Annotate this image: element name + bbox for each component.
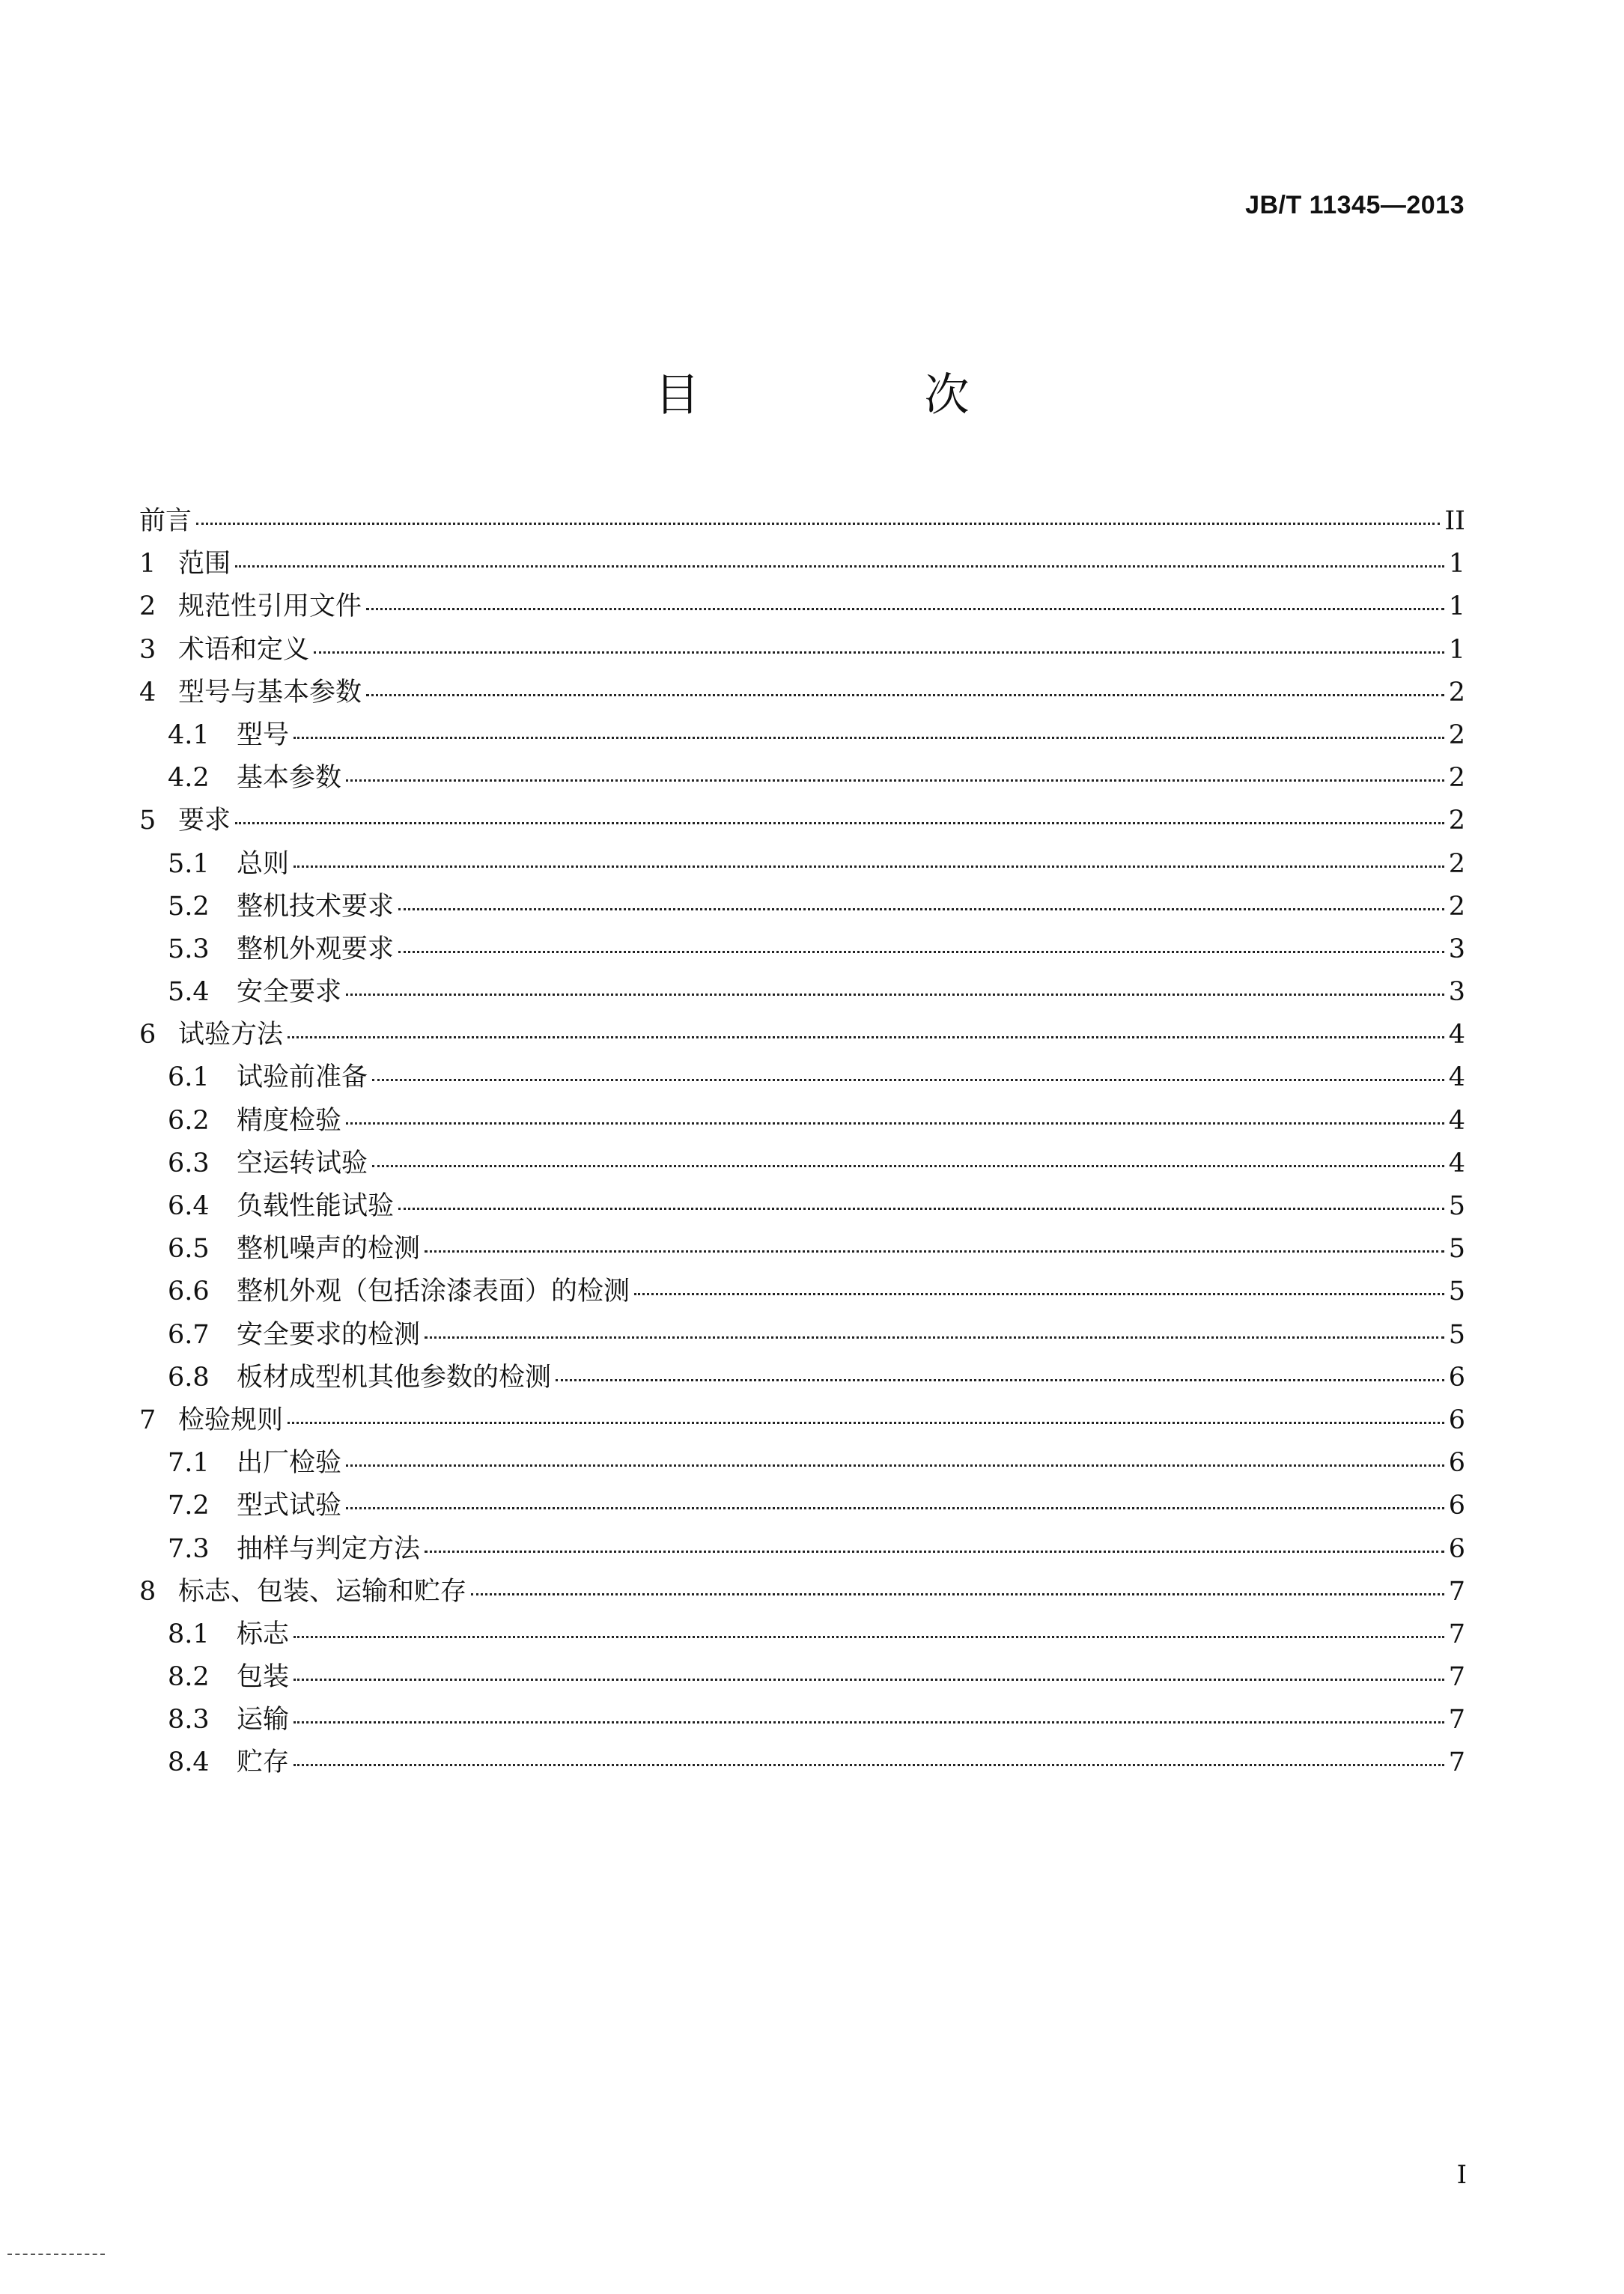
toc-entry[interactable] — [139, 971, 1465, 1014]
toc-entry-number: 5.2 — [168, 891, 210, 922]
toc-entry[interactable] — [139, 1014, 1465, 1056]
toc-entry-page: 5 — [1448, 1191, 1465, 1221]
toc-entry[interactable] — [139, 843, 1465, 886]
toc-entry-page: 7 — [1448, 1619, 1465, 1649]
toc-dot-leader — [294, 1636, 1444, 1638]
toc-entry-number: 5 — [139, 806, 156, 836]
toc-entry-page: 1 — [1448, 549, 1465, 579]
toc-entry[interactable] — [139, 1442, 1465, 1485]
page-number: I — [1456, 2160, 1467, 2190]
toc-entry[interactable] — [139, 1741, 1465, 1784]
toc-dot-leader — [346, 1507, 1444, 1509]
toc-dot-leader — [294, 1764, 1444, 1766]
toc-entry-page: 5 — [1448, 1319, 1465, 1350]
toc-entry-label: 术语和定义 — [178, 634, 310, 665]
toc-entry-number: 3 — [139, 634, 156, 665]
toc-dot-leader — [372, 1165, 1444, 1167]
toc-entry[interactable] — [139, 1399, 1465, 1442]
toc-entry[interactable] — [139, 1613, 1465, 1656]
toc-entry-label: 精度检验 — [237, 1105, 342, 1136]
toc-entry-label: 空运转试验 — [237, 1148, 368, 1178]
toc-entry-number: 6.4 — [168, 1191, 210, 1221]
toc-entry-number: 5.1 — [168, 848, 210, 879]
toc-entry-page: 3 — [1448, 934, 1465, 964]
toc-entry-number: 7.2 — [168, 1491, 210, 1521]
toc-entry-label: 试验前准备 — [237, 1062, 368, 1093]
toc-entry-page: 1 — [1448, 591, 1465, 622]
toc-entry[interactable] — [139, 1357, 1465, 1399]
toc-entry-number: 5.4 — [168, 977, 210, 1008]
toc-entry-label: 整机噪声的检测 — [237, 1234, 421, 1265]
toc-entry-page: 2 — [1448, 891, 1465, 922]
toc-entry-page: 3 — [1448, 977, 1465, 1008]
toc-entry-label: 整机技术要求 — [237, 891, 395, 922]
toc-entry-label: 整机外观要求 — [237, 934, 395, 964]
standard-code: JB/T 11345—2013 — [1245, 191, 1465, 219]
toc-entry-label: 运输 — [237, 1705, 290, 1735]
toc-entry-number: 6.8 — [168, 1362, 210, 1393]
toc-entry-number: 8.3 — [168, 1705, 210, 1735]
toc-entry-label: 型号与基本参数 — [178, 677, 362, 708]
toc-entry-label: 抽样与判定方法 — [237, 1533, 421, 1564]
toc-entry-page: 2 — [1448, 763, 1465, 794]
toc-dot-leader — [288, 1422, 1444, 1424]
toc-dot-leader — [314, 651, 1444, 654]
toc-entry-number: 8.2 — [168, 1662, 210, 1693]
toc-dot-leader — [346, 1122, 1444, 1125]
toc-entry-page: 1 — [1448, 634, 1465, 665]
toc-dot-leader — [235, 822, 1444, 824]
scan-artifact — [7, 2254, 105, 2255]
toc-entry-number: 6.7 — [168, 1319, 210, 1350]
toc-entry-number: 6 — [139, 1020, 156, 1050]
toc-entry-number: 8.4 — [168, 1747, 210, 1778]
toc-entry-page: 2 — [1448, 848, 1465, 879]
toc-entry[interactable] — [139, 1314, 1465, 1357]
toc-entry[interactable] — [139, 1528, 1465, 1571]
toc-entry-page: 6 — [1448, 1362, 1465, 1393]
toc-entry-page: 7 — [1448, 1662, 1465, 1693]
toc-entry-label: 整机外观（包括涂漆表面）的检测 — [237, 1277, 630, 1307]
page-title: 目 次 — [654, 369, 1059, 422]
toc-entry-number: 7.1 — [168, 1448, 210, 1479]
toc-entry[interactable] — [139, 585, 1465, 628]
toc-entry-page: 4 — [1448, 1105, 1465, 1136]
toc-entry-page: 4 — [1448, 1062, 1465, 1093]
toc-entry-page: 4 — [1448, 1020, 1465, 1050]
toc-dot-leader — [294, 865, 1444, 868]
toc-entry-label: 标志 — [237, 1619, 290, 1649]
toc-dot-leader — [235, 565, 1444, 568]
toc-entry-label: 贮存 — [237, 1747, 290, 1778]
toc-dot-leader — [372, 1079, 1444, 1081]
toc-entry-page: 2 — [1448, 677, 1465, 708]
toc-entry-label: 标志、包装、运输和贮存 — [178, 1576, 467, 1607]
toc-entry[interactable] — [139, 1100, 1465, 1143]
toc-entry-label: 型式试验 — [237, 1491, 342, 1521]
toc-dot-leader — [425, 1551, 1444, 1553]
toc-entry-number: 7 — [139, 1405, 156, 1435]
toc-dot-leader — [196, 523, 1440, 525]
toc-dot-leader — [556, 1379, 1444, 1381]
toc-entry[interactable] — [139, 1228, 1465, 1271]
toc-entry-number: 6.6 — [168, 1277, 210, 1307]
toc-entry-label: 包装 — [237, 1662, 290, 1693]
toc-entry-page: 7 — [1448, 1576, 1465, 1607]
toc-entry-label: 范围 — [178, 549, 231, 579]
toc-dot-leader — [425, 1336, 1444, 1339]
toc-entry[interactable] — [139, 800, 1465, 842]
toc-entry-number: 8.1 — [168, 1619, 210, 1649]
toc-entry-number: 6.3 — [168, 1148, 210, 1178]
toc-dot-leader — [294, 737, 1444, 739]
toc-entry-number: 1 — [139, 549, 156, 579]
toc-entry-label: 安全要求 — [237, 977, 342, 1008]
toc-entry-page: 4 — [1448, 1148, 1465, 1178]
toc-entry-number: 6.1 — [168, 1062, 210, 1093]
toc-entry-label: 检验规则 — [178, 1405, 284, 1435]
toc-entry-page: 5 — [1448, 1234, 1465, 1265]
toc-entry-label: 基本参数 — [237, 763, 342, 794]
toc-entry-page: 5 — [1448, 1277, 1465, 1307]
toc-dot-leader — [346, 994, 1444, 996]
toc-dot-leader — [288, 1036, 1444, 1038]
toc-entry-number: 4 — [139, 677, 156, 708]
toc-entry-number: 4.1 — [168, 719, 210, 750]
toc-entry[interactable] — [139, 629, 1465, 672]
toc-entry[interactable] — [139, 1656, 1465, 1699]
toc-dot-leader — [366, 608, 1444, 610]
toc-entry-label: 负载性能试验 — [237, 1191, 395, 1221]
toc-dot-leader — [294, 1721, 1444, 1723]
toc-entry-number: 7.3 — [168, 1533, 210, 1564]
toc-entry-page: 6 — [1448, 1491, 1465, 1521]
toc-entry[interactable] — [139, 1143, 1465, 1185]
toc-entry-page: 6 — [1448, 1405, 1465, 1435]
toc-dot-leader — [398, 908, 1444, 910]
toc-entry[interactable] — [139, 1485, 1465, 1527]
toc-entry-number: 6.5 — [168, 1234, 210, 1265]
toc-dot-leader — [425, 1250, 1444, 1253]
toc-entry[interactable] — [139, 928, 1465, 971]
toc-dot-leader — [366, 694, 1444, 696]
toc-dot-leader — [398, 951, 1444, 953]
toc-entry[interactable] — [139, 1271, 1465, 1313]
toc-entry-label: 试验方法 — [178, 1020, 284, 1050]
toc-entry-label: 型号 — [237, 719, 290, 750]
toc-entry-page: 2 — [1448, 806, 1465, 836]
toc-entry-page: 2 — [1448, 719, 1465, 750]
toc-entry[interactable] — [139, 500, 1465, 543]
toc-entry-page: 6 — [1448, 1533, 1465, 1564]
toc-dot-leader — [346, 1464, 1444, 1467]
toc-entry-page: 7 — [1448, 1747, 1465, 1778]
toc-entry-number: 5.3 — [168, 934, 210, 964]
toc-entry[interactable] — [139, 1571, 1465, 1613]
toc-entry[interactable] — [139, 1699, 1465, 1741]
toc-entry[interactable] — [139, 543, 1465, 585]
toc-entry-page: 6 — [1448, 1448, 1465, 1479]
toc-entry[interactable] — [139, 672, 1465, 714]
toc-dot-leader — [398, 1208, 1444, 1210]
toc-entry-number: 8 — [139, 1576, 156, 1607]
toc-entry-label: 规范性引用文件 — [178, 591, 362, 622]
table-of-contents — [139, 500, 1465, 1785]
toc-entry-number: 6.2 — [168, 1105, 210, 1136]
toc-entry-label: 板材成型机其他参数的检测 — [237, 1362, 552, 1393]
toc-entry[interactable] — [139, 886, 1465, 928]
toc-entry-page: II — [1444, 506, 1465, 536]
toc-entry[interactable] — [139, 714, 1465, 757]
toc-entry-label: 总则 — [237, 848, 290, 879]
toc-entry-page: 7 — [1448, 1705, 1465, 1735]
toc-entry-label: 要求 — [178, 806, 231, 836]
toc-entry[interactable] — [139, 1185, 1465, 1228]
toc-dot-leader — [471, 1593, 1444, 1595]
toc-entry[interactable] — [139, 1056, 1465, 1099]
toc-entry-label: 安全要求的检测 — [237, 1319, 421, 1350]
toc-dot-leader — [294, 1679, 1444, 1681]
toc-entry[interactable] — [139, 757, 1465, 800]
toc-dot-leader — [634, 1293, 1444, 1295]
toc-entry-number: 4.2 — [168, 763, 210, 794]
toc-entry-number: 2 — [139, 591, 156, 622]
toc-dot-leader — [346, 779, 1444, 782]
toc-entry-label: 出厂检验 — [237, 1448, 342, 1479]
toc-entry-label: 前言 — [139, 506, 192, 536]
